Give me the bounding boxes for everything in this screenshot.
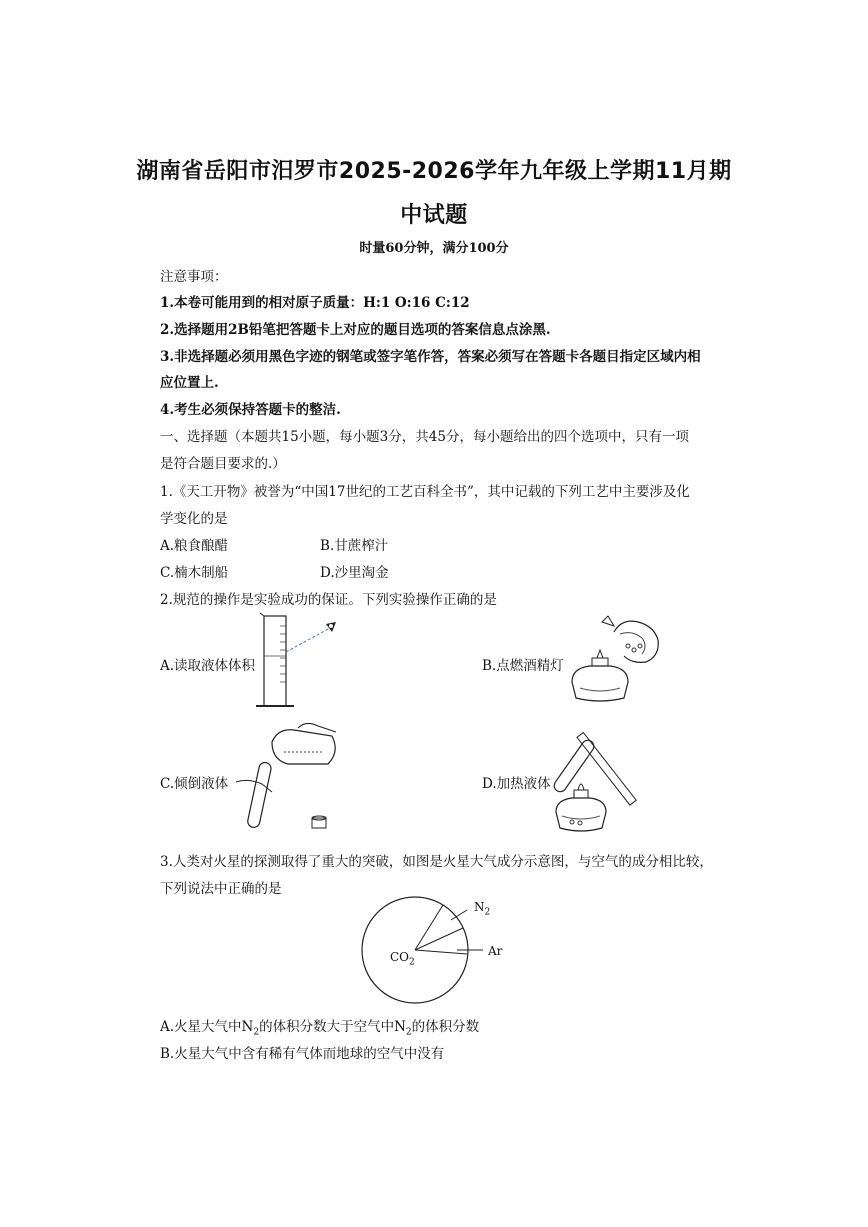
pouring-liquid-figure [232,722,362,834]
q2-option-c: C.倾倒液体 [160,776,229,792]
title-line-2: 中试题 [400,203,468,228]
notice-1: 1.本卷可能用到的相对原子质量：H:1 O:16 C:12 [160,295,470,311]
section-1-line-1: 一、选择题（本题共15小题，每小题3分，共45分，每小题给出的四个选项中，只有一项 [160,429,689,445]
q3-stem-2: 下列说法中正确的是 [160,881,282,897]
exam-subtitle: 时量60分钟，满分100分 [359,241,509,256]
q1-option-d: D.沙里淘金 [320,565,389,581]
q2-option-d: D.加热液体 [482,776,551,792]
q1-option-b: B.甘蔗榨汁 [320,538,389,554]
q2-option-b: B.点燃酒精灯 [482,658,564,674]
q1-option-a: A.粮食酿醋 [160,538,229,554]
q2-stem: 2.规范的操作是实验成功的保证。下列实验操作正确的是 [160,592,497,608]
notice-3: 3.非选择题必须用黑色字迹的钢笔或签字笔作答，答案必须写在答题卡各题目指定区域内相 [160,349,701,365]
section-1-line-2: 是符合题目要求的.） [160,456,286,472]
pie-label-ar: Ar [488,944,503,958]
heating-liquid-figure [548,722,658,836]
notice-heading: 注意事项： [160,269,228,285]
q1-option-c: C.楠木制船 [160,565,229,581]
title-line-1: 湖南省岳阳市汨罗市2025-2026学年九年级上学期11月期 [136,159,732,184]
q3-option-b: B.火星大气中含有稀有气体而地球的空气中没有 [160,1046,445,1062]
notice-4: 4.考生必须保持答题卡的整洁. [160,402,341,418]
graduated-cylinder-figure [250,612,350,714]
notice-3-cont: 应位置上. [160,375,219,391]
q3-option-a: A.火星大气中$N_2$的体积分数大于空气中$N_2$的体积分数 [160,1019,480,1038]
q3-stem-1: 3.人类对火星的探测取得了重大的突破，如图是火星大气成分示意图，与空气的成分相比较， [160,854,713,870]
pie-label-co2: $CO_2$ [390,950,415,968]
q1-stem-2: 学变化的是 [160,511,228,527]
q1-stem-1: 1.《天工开物》被誉为“中国17世纪的工艺百科全书”，其中记载的下列工艺中主要涉及化 [160,484,690,500]
q2-option-a: A.读取液体体积 [160,658,256,674]
notice-2: 2.选择题用2B铅笔把答题卡上对应的题目选项的答案信息点涂黑. [160,322,551,338]
pie-label-n2: $N_2$ [474,900,491,918]
alcohol-lamp-lighting-figure [562,612,672,712]
